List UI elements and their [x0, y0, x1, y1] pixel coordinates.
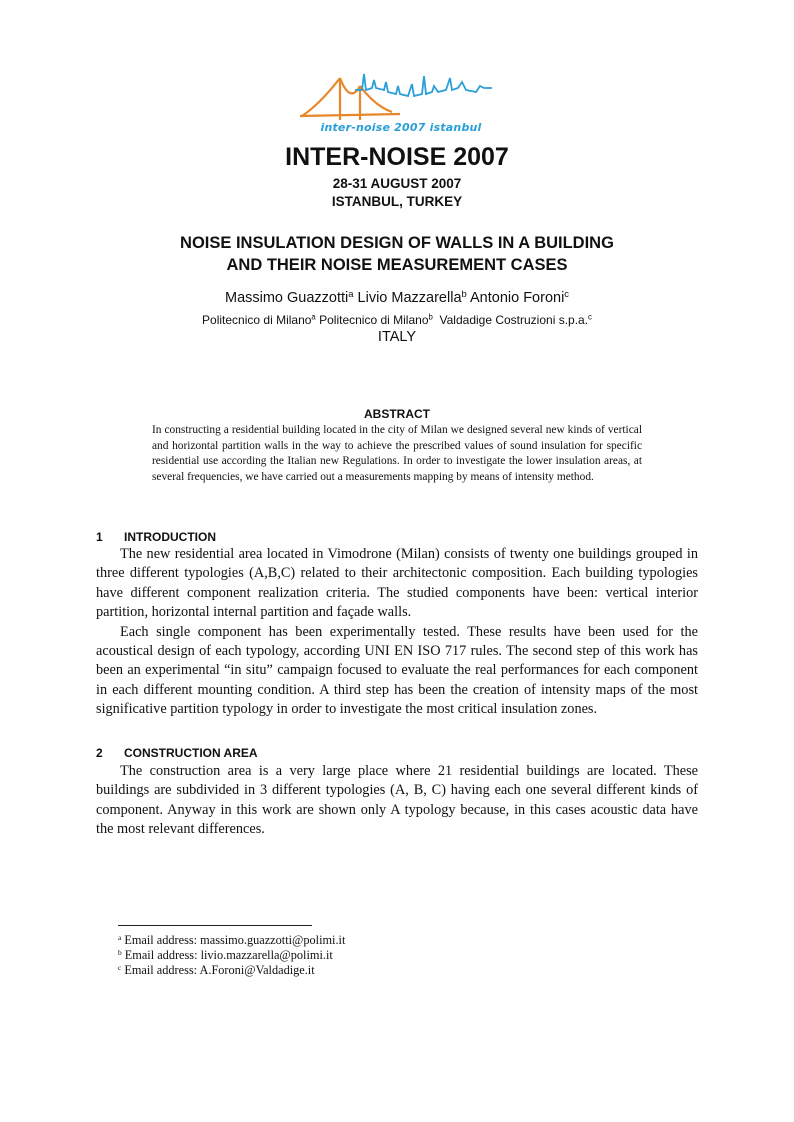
- footnote-text: Email address: livio.mazzarella@polimi.it: [124, 948, 333, 962]
- footnote-mark: a: [118, 932, 122, 942]
- paragraph: Each single component has been experimentally tested. These results have been used for the acoustical design of each typology, according UNI EN ISO 717 rules. The second step of this work has been an experimental “in situ” campaign focused to evaluate the real performances for each component in each different mounting condition. A third step has been the creation of intensity maps of the most significative partition typology in order to investigate the most critical insulation zones.: [96, 623, 698, 718]
- affiliation: Politecnico di Milano: [319, 313, 429, 327]
- abstract-heading: ABSTRACT: [364, 407, 430, 421]
- section-heading: [96, 530, 216, 544]
- footnote-rule: [118, 925, 312, 926]
- footnote-mark: b: [118, 947, 122, 957]
- section-body: [96, 545, 698, 720]
- paragraph: The construction area is a very large place where 21 residential buildings are located. These buildings are subdivided in 3 different typologies (A, B, C) having each one several different kinds of component. Anyway in this work are shown only A typology because, in this cases acoustic data have the most relevant differences.: [96, 763, 698, 838]
- paper-title-line: NOISE INSULATION DESIGN OF WALLS IN A BUILDING: [180, 234, 614, 252]
- author-name: Antonio Foroni: [469, 290, 565, 306]
- author-mark: c: [564, 287, 569, 299]
- footnote-text: Email address: massimo.guazzotti@polimi.it: [124, 933, 346, 947]
- affiliation: Politecnico di Milano: [202, 313, 312, 327]
- paragraph: The new residential area located in Vimodrone (Milan) consists of twenty one buildings grouped in three different typologies (A,B,C) related to their architectonic composition. Each building typologies have different component realization criteria. The studied components have been: vertical interior partition, horizontal internal partition and façade walls.: [96, 546, 698, 621]
- affiliation-list: [0, 313, 794, 327]
- section-body: [96, 762, 698, 840]
- country: ITALY: [377, 329, 417, 345]
- affiliation-mark: b: [428, 312, 433, 322]
- footnote-text: Email address: A.Foroni@Valdadige.it: [124, 963, 315, 977]
- author-name: Massimo Guazzotti: [224, 290, 349, 306]
- section-number: 2: [96, 746, 103, 760]
- author-mark: b: [461, 287, 467, 299]
- footnote: [118, 933, 345, 948]
- affiliation: Valdadige Costruzioni s.p.a.: [439, 313, 589, 327]
- conference-date: 28-31 AUGUST 2007: [332, 176, 462, 191]
- footnote: [118, 963, 345, 978]
- section-heading: [96, 746, 258, 760]
- section-title: CONSTRUCTION AREA: [124, 746, 258, 760]
- paper-title-line: AND THEIR NOISE MEASUREMENT CASES: [226, 256, 568, 274]
- conference-title: INTER-NOISE 2007: [285, 143, 509, 171]
- footnote-mark: c: [118, 962, 122, 972]
- skyline-icon: [355, 74, 492, 96]
- author-mark: a: [348, 287, 354, 299]
- footnote: [118, 948, 345, 963]
- section-title: INTRODUCTION: [124, 530, 216, 544]
- logo-caption: inter-noise 2007 istanbul: [320, 121, 482, 134]
- conference-place: ISTANBUL, TURKEY: [331, 194, 463, 209]
- author-list: [0, 287, 794, 306]
- affiliation-mark: c: [588, 312, 592, 322]
- footnotes: [118, 933, 345, 978]
- paper-title: [0, 232, 794, 276]
- author-name: Livio Mazzarella: [357, 290, 462, 306]
- affiliation-mark: a: [311, 312, 316, 322]
- abstract-text: In constructing a residential building located in the city of Milan we designed several new kinds of vertical and horizontal partition walls in the way to achieve the prescribed values of sound insulation for specific residential use according the Italian new Regulations. In order to investigate the lower insulation areas, at several frequencies, we have carried out a measurements mapping by means of intensity method.: [152, 424, 642, 483]
- section-number: 1: [96, 530, 103, 544]
